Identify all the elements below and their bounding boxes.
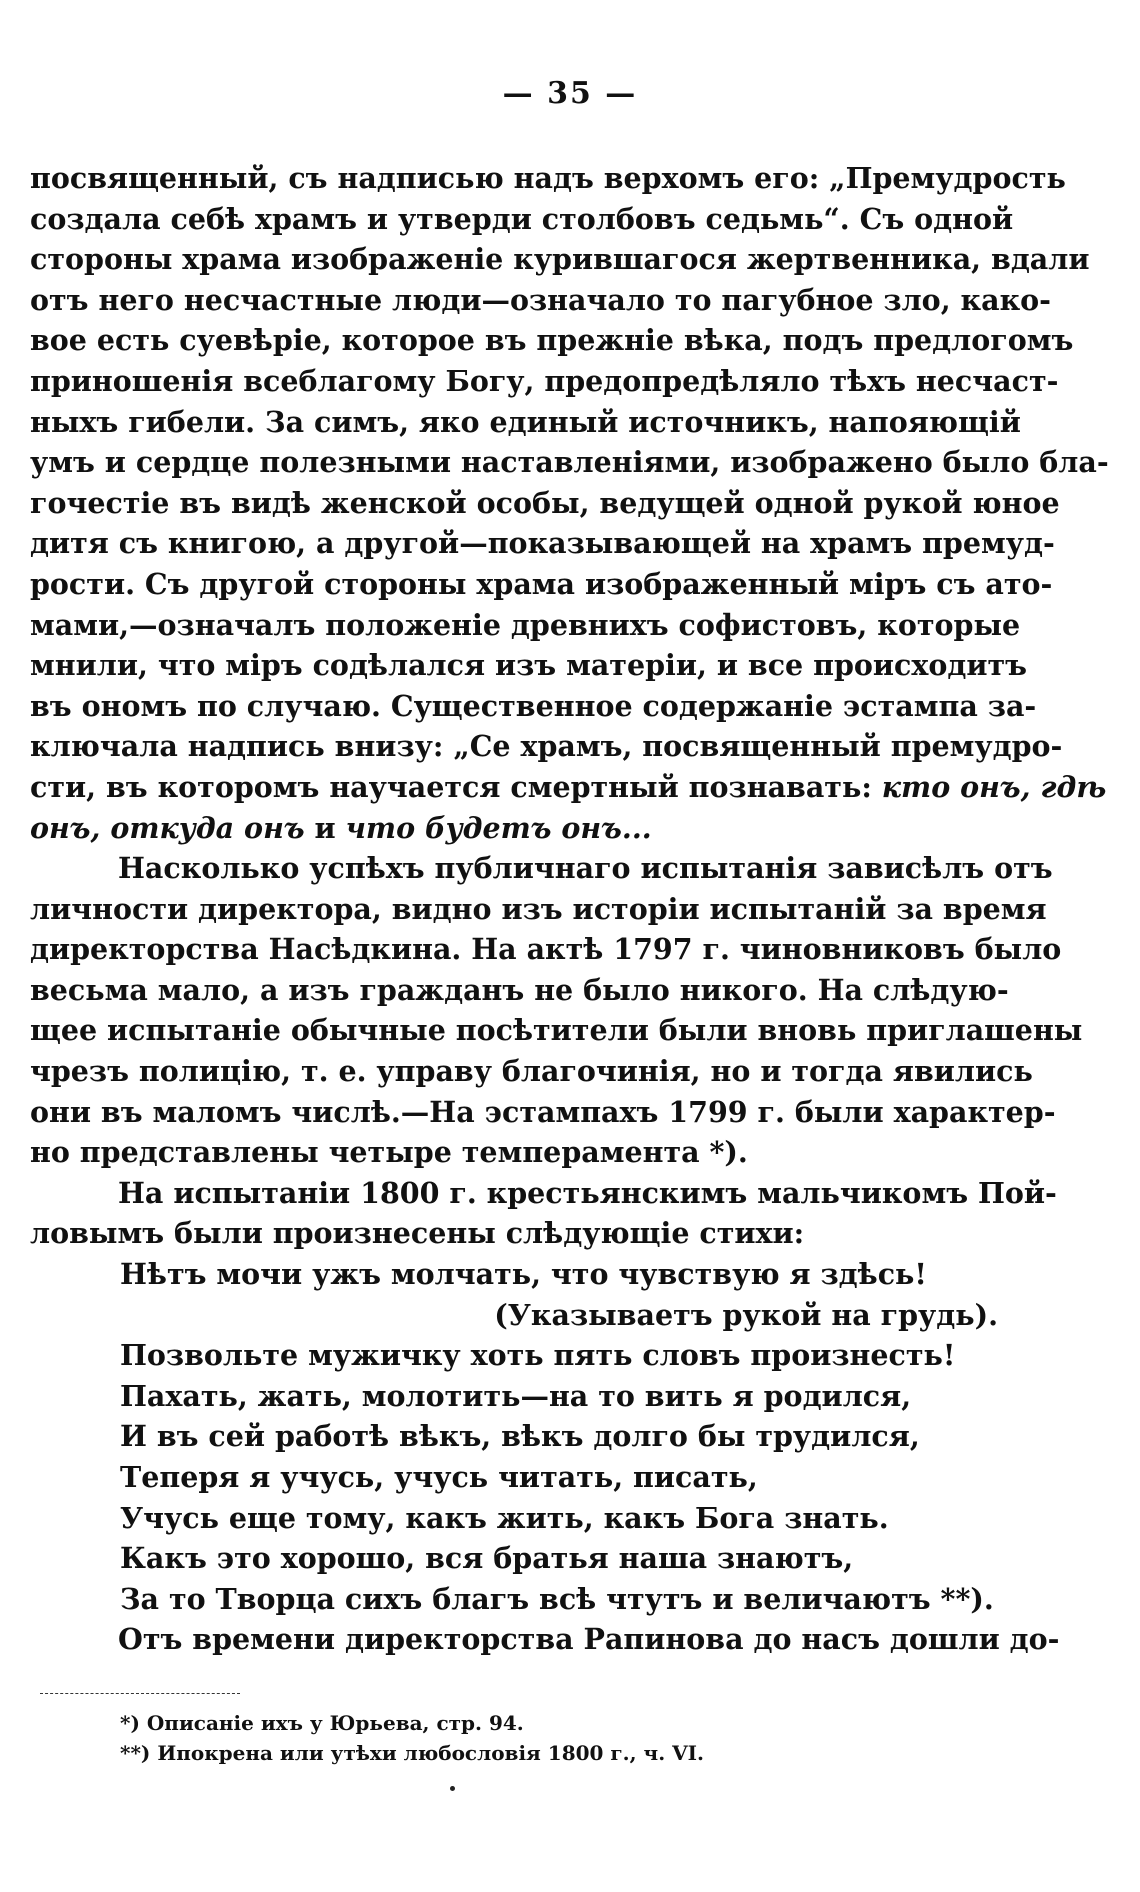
stage-direction: (Указываетъ рукой на грудь).: [494, 1297, 998, 1332]
text-line: стороны храма изображеніе курившагося жертвенника, вдали: [30, 242, 1090, 277]
text-line: вое есть суевѣріе, которое въ прежніе вѣка, подъ предлогомъ: [30, 323, 1074, 358]
text-line: щее испытаніе обычные посѣтители были вновь приглашены: [30, 1013, 1083, 1048]
verse-line: За то Творца сихъ благъ всѣ чтутъ и величаютъ **).: [120, 1581, 994, 1616]
paragraph-4: [30, 1619, 1060, 1660]
text-line: Отъ времени директорства Рапинова до насъ дошли до-: [118, 1622, 1060, 1657]
page-number: — 35 —: [502, 76, 638, 111]
text-line: дитя съ книгою, а другой—показывающей на храмъ премуд-: [30, 526, 1055, 561]
verse-line: И въ сей работѣ вѣкъ, вѣкъ долго бы трудился,: [120, 1419, 920, 1454]
paragraph-3: [30, 1173, 1057, 1254]
italic-text: кто онъ, гдѣ: [881, 769, 1107, 804]
text-line: директорства Насѣдкина. На актѣ 1797 г. чиновниковъ было: [30, 932, 1062, 967]
verse-block: [30, 1254, 998, 1619]
ink-speck: [450, 1786, 455, 1791]
text-line: личности директора, видно изъ исторіи испытаній за время: [30, 891, 1047, 926]
text-line: весьма мало, а изъ гражданъ не было никого. На слѣдую-: [30, 972, 1009, 1007]
footnote-separator: [40, 1693, 240, 1694]
italic-text: что будетъ онъ...: [345, 810, 652, 845]
paragraph-2: [30, 848, 1083, 1173]
text-line: Насколько успѣхъ публичнаго испытанія зависѣлъ отъ: [118, 851, 1053, 886]
paragraph-1: [30, 158, 1109, 848]
text-line: ключала надпись внизу: „Се храмъ, посвященный премудро-: [30, 729, 1063, 764]
text-line: но представлены четыре темперамента *).: [30, 1135, 748, 1170]
text-line: посвященный, съ надписью надъ верхомъ его: „Премудрость: [30, 161, 1066, 195]
text-line: приношенія всеблагому Богу, предопредѣляло тѣхъ несчаст-: [30, 363, 1059, 398]
text-line: мнили, что міръ содѣлался изъ матеріи, и все происходитъ: [30, 648, 1028, 683]
text-line: они въ маломъ числѣ.—На эстампахъ 1799 г. были характер-: [30, 1094, 1056, 1129]
text-line: умъ и сердце полезными наставленіями, изображено было бла-: [30, 445, 1109, 480]
main-text: [30, 158, 1109, 1660]
text-line: ловымъ были произнесены слѣдующіе стихи:: [30, 1216, 805, 1251]
text-line: [30, 767, 1107, 808]
text-line: гочестіе въ видѣ женской особы, ведущей одной рукой юное: [30, 485, 1060, 520]
verse-line: Нѣтъ мочи ужъ молчать, что чувствую я здѣсь!: [120, 1257, 927, 1292]
text-line: На испытаніи 1800 г. крестьянскимъ мальчикомъ Пой-: [118, 1175, 1057, 1210]
text-line: отъ него несчастные люди—означало то пагубное зло, како-: [30, 282, 1052, 317]
footnote: *) Описаніе ихъ у Юрьева, стр. 94.: [120, 1711, 524, 1735]
text-line: мами,—означалъ положеніе древнихъ софистовъ, которые: [30, 607, 1021, 642]
verse-line: Учусь еще тому, какъ жить, какъ Бога знать.: [120, 1500, 889, 1535]
verse-line: Теперя я учусь, учусь читать, писать,: [120, 1460, 758, 1494]
text-line: чрезъ полицію, т. е. управу благочинія, но и тогда явились: [30, 1054, 1033, 1089]
verse-line: Пахать, жать, молотить—на то вить я родился,: [120, 1378, 912, 1413]
text-line: рости. Съ другой стороны храма изображенный міръ съ ато-: [30, 566, 1053, 601]
text-line: [30, 808, 998, 849]
text-line: въ ономъ по случаю. Существенное содержаніе эстампа за-: [30, 688, 1037, 723]
verse-line: Позвольте мужичку хоть пять словъ произнесть!: [120, 1338, 956, 1373]
text-span: и: [304, 810, 346, 845]
footnote: **) Ипокрена или утѣхи любословія 1800 г., ч. VI.: [120, 1741, 704, 1765]
italic-text: онъ, откуда онъ: [30, 810, 305, 845]
footnotes: [120, 1708, 704, 1768]
text-span: сти, въ которомъ научается смертный познавать:: [30, 769, 882, 804]
text-line: ныхъ гибели. За симъ, яко единый источникъ, напояющій: [30, 404, 1021, 439]
text-line: создала себѣ храмъ и утверди столбовъ седьмь“. Съ одной: [30, 201, 1014, 236]
verse-line: Какъ это хорошо, вся братья наша знаютъ,: [120, 1541, 854, 1576]
